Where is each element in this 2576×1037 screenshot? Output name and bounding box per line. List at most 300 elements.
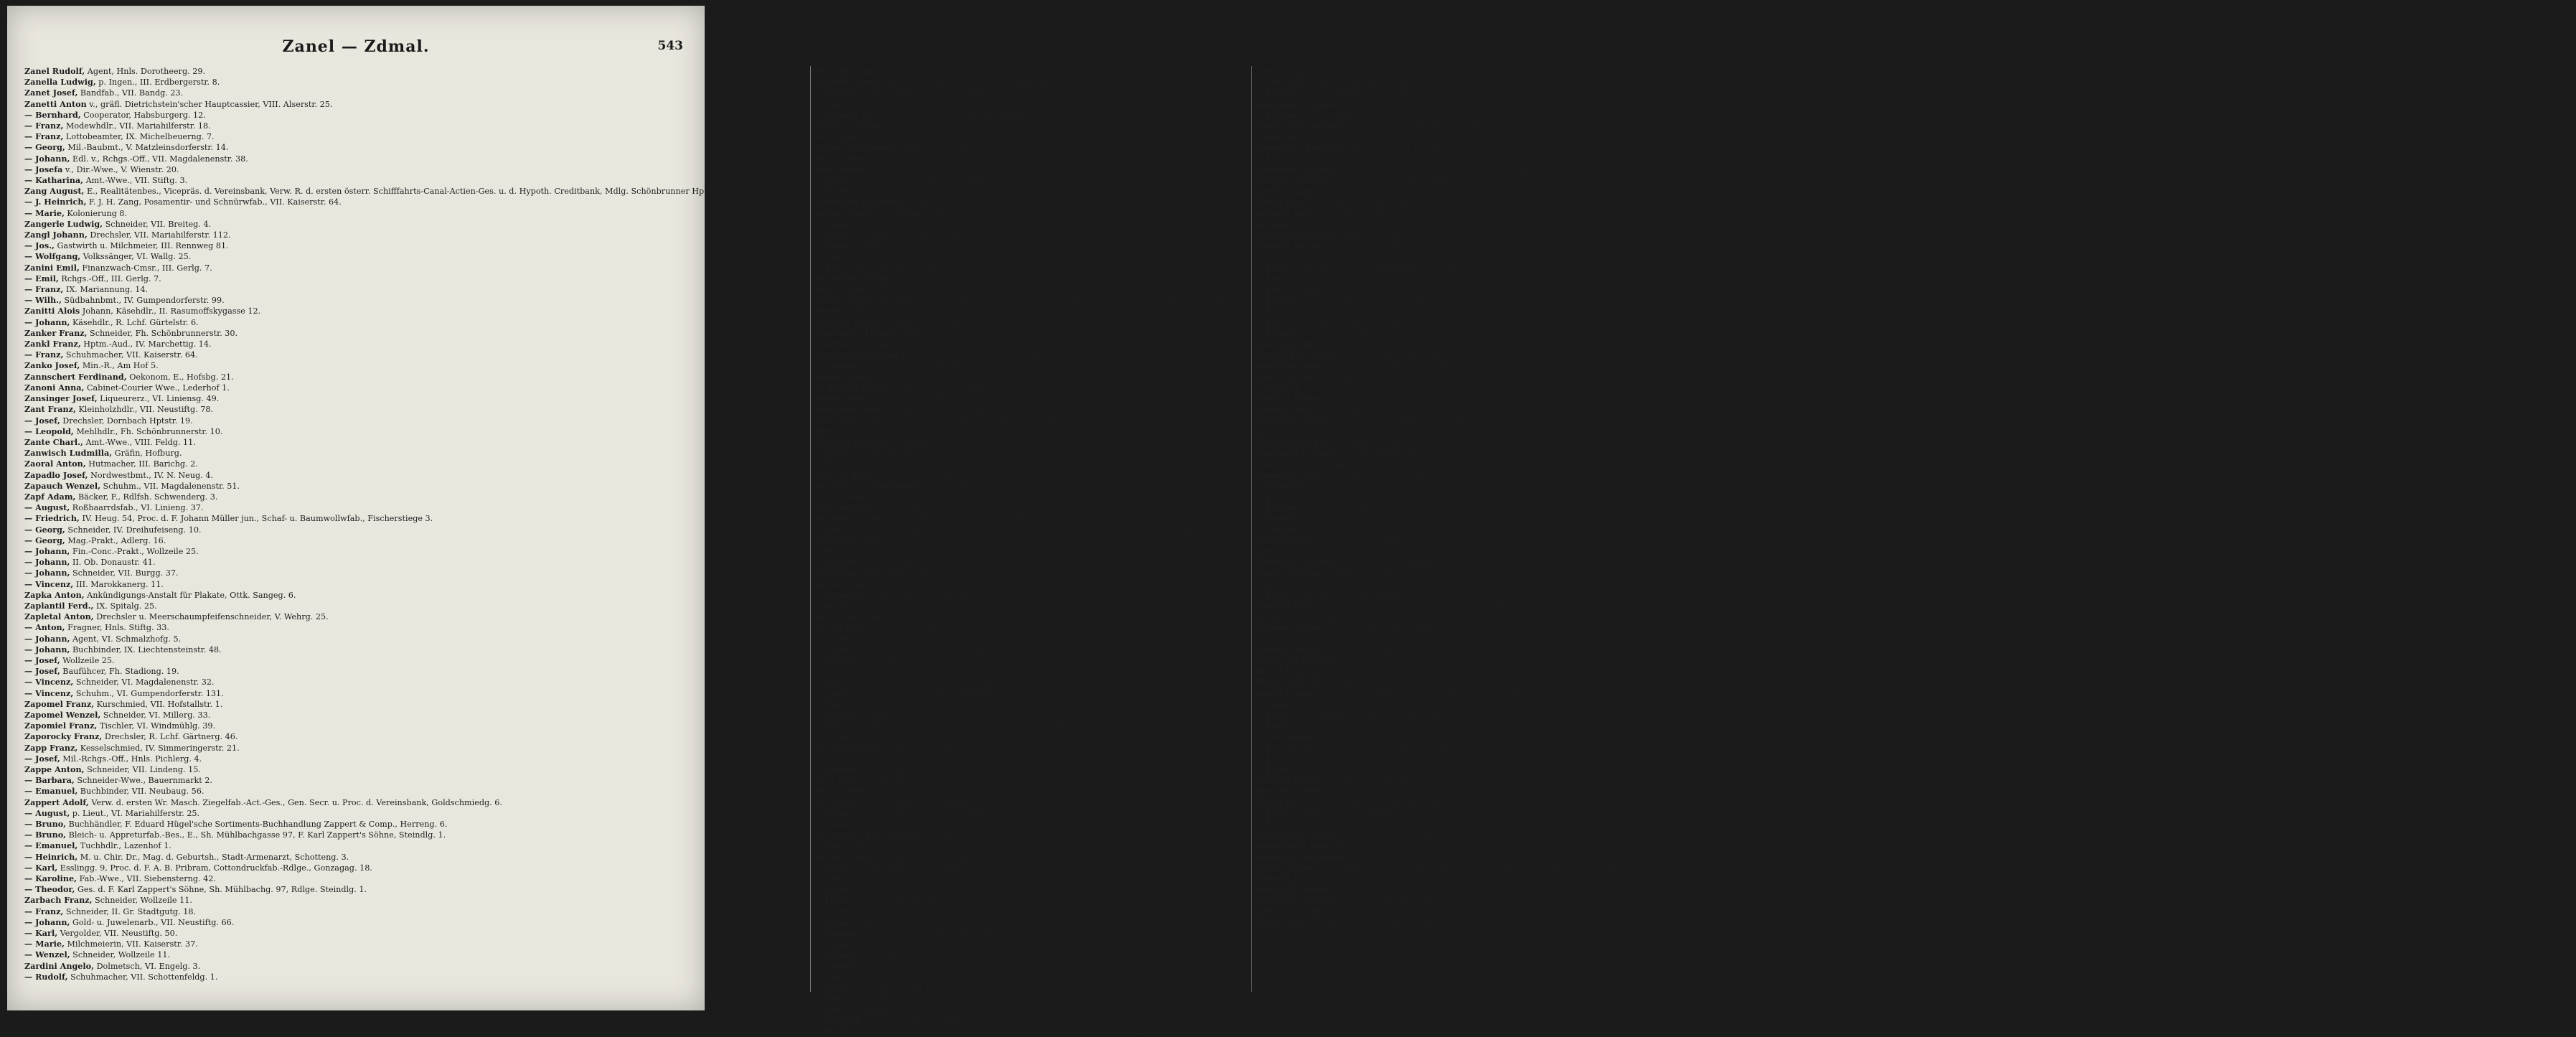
entry-details: Fab.-Wwe., VII. Siebensterng. 42.	[77, 874, 216, 884]
entry-name: — Karl,	[814, 262, 847, 273]
entry-details: Fuhrmann, Smrg. Kanalg. 7.	[1326, 546, 1445, 556]
entry-name: Zarecky Franz,	[814, 66, 880, 76]
entry-details: Musiklehrer, O. Döbl. Theresieng. 10.	[849, 176, 1005, 186]
entry-name: Zangl Johann,	[24, 230, 88, 240]
entry-details: Schneider, Wollzeile 11.	[70, 950, 170, 960]
directory-entry	[24, 295, 806, 306]
entry-details: Bildhauer, IV. Grüng. 21.	[1348, 852, 1451, 862]
directory-entry	[814, 219, 1247, 230]
entry-name: — Johann,	[24, 545, 70, 556]
entry-name: — Vincenz,	[24, 677, 74, 688]
entry-details: Uhrkettenfab., VII. Bandg. 41.	[861, 797, 988, 807]
page-header	[7, 37, 705, 59]
entry-details: Schneider, VI. Magdalenenstr. 32.	[73, 677, 215, 688]
entry-name: — Vincenz,	[24, 578, 74, 589]
entry-details: Porzellan- u. Emailmaler, Emailleur u. Guillocheur, Augustinerstr. 8, G. Augustinerstraße 7.	[873, 296, 1248, 306]
entry-name: — Josef,	[24, 415, 60, 426]
entry-name: — Johann,	[24, 644, 70, 654]
directory-entry	[814, 590, 1247, 601]
entry-details: M. u. Chir. Dr., Mag. d. Geburtsh., Stadt-Armenarzt, Schotteng. 3.	[77, 852, 349, 862]
directory-entry	[1255, 873, 2576, 884]
directory-entry	[814, 186, 1247, 197]
directory-entry	[1255, 611, 2576, 622]
entry-details: III. Marokkanerg. 11.	[73, 579, 164, 589]
entry-details: akad. Maler, VII. Zollerg. 8.	[1310, 132, 1425, 142]
directory-entry	[814, 808, 1247, 819]
entry-name: — E.,	[1255, 251, 1278, 262]
directory-entry	[24, 513, 806, 524]
directory-entry	[1255, 557, 2576, 568]
entry-details: Dolmetsch, VI. Engelg. 3.	[94, 961, 201, 971]
entry-details: Cabinet-Courier Wwe., Lederhof 1.	[84, 383, 230, 393]
entry-details: Hauptschullehrer, V. Bräuhausg. 6.	[1298, 88, 1444, 98]
entry-details: Vermischtwhdlr., Rdlfsh. Palmg. 12.	[1291, 808, 1439, 818]
entry-name: Zarzy Franz,	[814, 284, 870, 295]
entry-details: Gastwirth, VII. Johannesg. 28.	[847, 252, 972, 262]
directory-entry	[24, 873, 806, 884]
entry-details: Post-Off., VII. Sigmundsg. 1.	[1315, 535, 1434, 545]
directory-entry	[1255, 808, 2576, 819]
directory-entry	[1255, 240, 2576, 251]
directory-entry	[814, 88, 1247, 98]
entry-details: Lottobeamter, IX. Michelbeuerng. 7.	[63, 132, 215, 142]
entry-name: — Ferd.,	[1255, 262, 1292, 273]
entry-details: Rit. v., Jur. Dr., VII. Siebensterng. 34.	[1335, 896, 1490, 906]
directory-entry	[24, 372, 806, 383]
directory-entry	[814, 1004, 1247, 1015]
entry-name: Zauner Alois,	[814, 851, 874, 862]
directory-entry	[814, 492, 1247, 502]
entry-name: — Josef,	[814, 971, 850, 982]
directory-entry	[814, 1026, 1247, 1037]
entry-details: Roßhaarrdsfab., VI. Linieng. 37.	[70, 503, 204, 513]
directory-entry	[24, 121, 806, 131]
entry-name: — Wenzel,	[1255, 382, 1301, 393]
entry-name: — Johann,	[814, 960, 860, 971]
directory-entry	[814, 601, 1247, 611]
entry-details: Gastwirth u. Milchmeier, III. Rennweg 81.	[54, 241, 229, 251]
entry-details: Milchmeierin, VII. Kaiserstr. 37.	[64, 939, 198, 949]
directory-entry	[814, 372, 1247, 383]
directory-entry	[814, 110, 1247, 121]
entry-name: — August,	[814, 88, 860, 98]
directory-entry	[24, 917, 806, 928]
directory-entry	[1255, 175, 2576, 186]
directory-entry	[1255, 535, 2576, 546]
entry-name: Zawirka Leopold,	[1255, 393, 1333, 404]
directory-entry	[814, 666, 1247, 677]
directory-entry	[814, 993, 1247, 1004]
entry-name: — Franz,	[24, 131, 64, 142]
entry-name: — Ferd.,	[814, 807, 851, 818]
directory-entry	[814, 721, 1247, 731]
directory-entry	[1255, 731, 2576, 742]
entry-name: — Anton,	[814, 230, 855, 240]
directory-entry	[1255, 437, 2576, 448]
entry-details: Schneider f. D., II. Mayerg. 7.	[849, 667, 974, 677]
entry-name: — Johann,	[24, 568, 70, 578]
entry-name: — Josef,	[24, 753, 60, 764]
entry-details: Kolonierung 8.	[64, 208, 128, 218]
entry-details: Gärtner, Smrg. Dorfg. 70.	[1332, 394, 1440, 404]
entry-name: Zbiral Johann,	[1255, 666, 1320, 677]
entry-details: E., III. Hafeng. 3.	[862, 776, 936, 786]
entry-details: Agent, Hnls. Dorotheerg. 29.	[85, 67, 206, 76]
entry-name: — Josef,	[1255, 578, 1291, 589]
entry-details: Zimmermaler, R. Lchf. Brunng. 7.	[862, 132, 1002, 142]
entry-name: — Michael,	[1255, 77, 1305, 88]
directory-entry	[24, 731, 806, 742]
entry-name: Zauchinger Joh.,	[814, 611, 889, 622]
entry-details: Gastwirth, IV. Altbaug. 17.	[852, 917, 963, 927]
entry-details: Tischler, VI. Windmühlg. 39.	[97, 721, 216, 731]
entry-details: Clavierhdlr., Kohlmarkt 24.	[1318, 405, 1432, 415]
directory-entry	[814, 339, 1247, 349]
directory-entry	[814, 349, 1247, 360]
entry-details: Kupferschmied, E., VI. Aegidig. 8.	[859, 88, 1000, 98]
entry-details: Tischler, II. Miesbachg. 10.	[1322, 241, 1437, 251]
entry-name: Zardini Angelo,	[24, 960, 95, 971]
entry-name: — Josef,	[24, 654, 60, 665]
entry-name: — Johann,	[814, 949, 860, 960]
entry-name: — Josef,	[814, 753, 850, 764]
directory-entry	[24, 360, 806, 371]
entry-name: — Johann,	[24, 916, 70, 927]
directory-entry	[24, 240, 806, 251]
entry-details: Schuhmacher, Sh. Wehrg. 4.	[858, 558, 977, 568]
directory-entry	[814, 863, 1247, 873]
directory-entry	[814, 240, 1247, 251]
entry-details: Geschäftsführer, III. Landstr. Hptstr. 135.	[859, 929, 1031, 939]
entry-details: Sattler, II. Ob. Donaustr. 51.	[1294, 634, 1412, 644]
entry-details: Bandfab., VII. Bandg. 23.	[77, 88, 184, 98]
directory-entry	[814, 481, 1247, 492]
entry-details: Baron, Legat.-R., VI. Kärntnerstr. 37.	[845, 99, 999, 109]
directory-entry	[814, 197, 1247, 207]
directory-entry	[814, 939, 1247, 949]
directory-entry	[1255, 426, 2576, 437]
entry-details: Beamt. d. Boden-Creditanst., E., Whrg. Schulg. 23.	[854, 874, 1065, 884]
entry-name: — Karl,	[814, 840, 847, 851]
directory-entry	[24, 928, 806, 939]
directory-entry	[24, 939, 806, 949]
entry-name: — Franz,	[814, 895, 853, 906]
entry-details: Schuhmacher, IV. Schäfferg. 2.	[888, 437, 1016, 447]
directory-entry	[24, 568, 806, 578]
entry-name: — Johann,	[1255, 109, 1301, 120]
directory-entry	[24, 840, 806, 851]
entry-name: Zawora Josef,	[1255, 535, 1316, 545]
entry-details: Land. Ger. R. im Justiz-Mstm., IV. Karolsg. 5.	[1325, 339, 1510, 349]
directory-entry	[24, 525, 806, 535]
entry-name: — Franz,	[1255, 273, 1294, 283]
entry-details: Hptm.-Aud., IV. Marchettig. 14.	[80, 339, 212, 349]
entry-name: Zdekauer Conrad,	[1255, 895, 1336, 906]
entry-name: Zboril Franz,	[1255, 688, 1314, 698]
entry-name: — Rudolf,	[1255, 513, 1299, 524]
entry-name: — Barbara,	[24, 775, 75, 786]
entry-details: F., Gr. Adjt., VI. Gumpendorferstr. 75.	[857, 765, 1014, 774]
directory-entry	[814, 917, 1247, 928]
entry-name: — Marie,	[24, 939, 65, 949]
directory-entry	[24, 546, 806, 557]
directory-entry	[24, 349, 806, 360]
directory-entry	[814, 404, 1247, 415]
entry-name: Zauschner Eusebius,	[1255, 142, 1349, 153]
entry-details: Waaren-Emissi- u. Agentur-Gesch., F. C. B. Zaufal, Wollfischg. 12.	[847, 699, 1117, 709]
directory-entry	[24, 481, 806, 492]
entry-name: Zarnen Ferdinand,	[814, 142, 898, 153]
entry-details: Rit. v., k. k. Statthalterei-R., IV. Wiedn. Hptstr. 47.	[1332, 841, 1538, 851]
entry-name: — Josef,	[814, 175, 850, 186]
entry-details: Wäscher, Unt. Mdlg. Schönbrunner Hptstr. 4 u. 6.	[855, 906, 1060, 916]
entry-details: p. k. k. Major, VI. Engelg. 8.	[1298, 328, 1416, 338]
entry-details: IX. Spitalg. 25.	[93, 601, 157, 611]
entry-details: Buchhalter, Singerstr. 7.	[1343, 830, 1445, 840]
directory-entry	[1255, 579, 2576, 590]
entry-name: — Franz,	[24, 284, 64, 295]
entry-details: Käsehdlr., R. Lchf. Gürtelstr. 6.	[70, 317, 199, 327]
directory-entry	[24, 404, 806, 415]
entry-details: Victualienhdlr., IV. Freundg. 2.	[850, 863, 977, 873]
directory-entry	[814, 611, 1247, 622]
entry-details: E., Fragner, Ottk. Hptstr. 75.	[849, 983, 970, 993]
entry-name: — Josef,	[814, 982, 850, 993]
entry-name: Zbiser Wolf,	[1255, 677, 1310, 688]
entry-name: Zaslawsky Franz,	[814, 382, 890, 393]
entry-details: Tabak-Trafik, VII. Kaiserstr. 52.	[883, 405, 1014, 415]
entry-details: Schlosser, V. Reinprechtsdorferstraße 12.	[1329, 361, 1501, 371]
directory-entry	[814, 895, 1247, 906]
entry-name: Zanwisch Ludmilla,	[24, 448, 113, 459]
entry-details: Jur. Dr., II. Beatrixg. 18.	[873, 470, 974, 480]
entry-name: Zaunegger Karl,	[814, 830, 888, 840]
entry-name: Zapf Adam,	[24, 491, 76, 502]
directory-entry	[814, 775, 1247, 786]
entry-name: Zbornik Franz,	[1255, 775, 1322, 786]
entry-name: — Johann,	[814, 654, 860, 665]
entry-name: Zatecky Karl,	[814, 469, 874, 480]
entry-details: Privatbmt., IX. Währingerstr. 10.	[1332, 416, 1467, 426]
entry-name: — Georg,	[24, 524, 65, 535]
directory-entry	[24, 972, 806, 982]
entry-name: Zdanel Anton,	[1255, 862, 1319, 873]
entry-name: — Anna,	[814, 218, 851, 229]
directory-entry	[1255, 295, 2576, 306]
directory-entry	[814, 830, 1247, 840]
entry-name: Zastawa Johann,	[814, 436, 888, 447]
directory-entry	[814, 928, 1247, 939]
entry-details: Kurschmied, VII. Hofstallstr. 1.	[94, 699, 223, 709]
directory-entry	[814, 284, 1247, 295]
entry-name: Zapomel Franz,	[24, 698, 95, 709]
directory-entry	[1255, 328, 2576, 339]
entry-details: herzogl. Coburg'scher Wirthschafts-R., Besitzer d. Coburg'schen Haus-O., E., IV. Wienstr. 23.	[1321, 601, 1703, 611]
directory-entry	[1255, 273, 2576, 284]
directory-entry	[24, 492, 806, 502]
entry-name: Zaporocky Franz,	[24, 731, 103, 742]
directory-entry	[1255, 884, 2576, 895]
entry-name: Zaschzensky Adam	[814, 349, 899, 360]
entry-details: Bandmacher, Hnls. Ottakringerstr. 15.	[1300, 503, 1459, 513]
entry-name: — Martin,	[814, 557, 859, 568]
directory-entry	[1255, 416, 2576, 426]
entry-details: Zuckerbäcker, Ottk. Hptstr. 34.	[872, 590, 1002, 600]
entry-details: Handelsagent, II. Kl. Schiffg. 4.	[1331, 176, 1462, 186]
entry-name: Zaufal Aug.,	[814, 622, 869, 633]
directory-entry	[24, 710, 806, 721]
entry-details: IV. Wienstr. 21, Chef d. F. J. Zboril, Verw. R. d. Wr. Spar- u. Credit-Cassa, Rdlge. der Rossitzer Eisenhütten-Gewerkschaft, d. k. k. priv. Eibiswalder Stahl- u. Eisenwerke, Vertr. der Vorderberg-Köflacher Montan-Industrie-Ges., d. Friedrichsdorfer Zeughütten-Actien-Ges., IV. Wiedn. Hptstr. 2 u. Ges. d. F. Zboril & Co.	[1294, 754, 2576, 764]
entry-name: Zanitti Alois	[24, 306, 80, 316]
entry-name: — Joh.,	[814, 98, 845, 109]
entry-name: — Franz,	[24, 121, 64, 131]
entry-name: Zaum Jos.,	[814, 797, 862, 807]
entry-name: Zasrapek Anna,	[814, 404, 884, 415]
entry-name: Zazimal Anton,	[1255, 622, 1324, 633]
entry-name: Zavaros Mich.,	[1255, 207, 1322, 218]
directory-entry	[24, 535, 806, 546]
entry-details: Bahnbeamt., III. Lbstr. Hptstr. 28.	[884, 535, 1025, 545]
directory-entry	[1255, 219, 2576, 230]
entry-name: — Emanuel,	[24, 840, 78, 851]
entry-name: Zapomiel Franz,	[24, 721, 98, 731]
directory-entry	[24, 77, 806, 88]
directory-entry	[814, 154, 1247, 164]
entry-name: — Josefa	[24, 164, 63, 174]
directory-entry	[24, 328, 806, 339]
entry-name: Zastawnikowitz Anna,	[814, 426, 912, 436]
entry-name: Zanoni Anna,	[24, 382, 85, 393]
entry-details: Fleischselcher, Sh. Wehrg. 2.	[885, 121, 1007, 131]
entry-details: Weber, Sh. Mühlbachg. 6.	[847, 263, 954, 273]
entry-details: Bleich- u. Appreturfab.-Bes., E., Sh. Mühlbachgasse 97, F. Karl Zappert's Söhne, Steindlg. 1.	[66, 830, 446, 840]
entry-details: Bauzeichner, VIII. Schmiedg. 8.	[903, 197, 1035, 207]
entry-details: k. k. Finanzbmt., IV. Unt. Alleeg. 21.	[1294, 710, 1444, 720]
entry-name: Zboril Joh.,	[1255, 797, 1306, 807]
directory-entry	[1255, 622, 2576, 633]
entry-name: Zartmann Heinrich,	[814, 197, 903, 207]
directory-columns	[24, 66, 2576, 1036]
directory-entry	[1255, 121, 2576, 131]
entry-details: E., Salmannsdorf 23.	[849, 449, 938, 459]
entry-details: Edl. v., Rchgs.-Off., VII. Magdalenenstr. 38.	[70, 154, 248, 164]
entry-name: Zanetti Anton	[24, 98, 87, 109]
entry-name: Zaplantil Ferd.,	[24, 600, 94, 611]
entry-details: Schuhmacher, Smrg. Hptstr. 306.	[1291, 579, 1430, 589]
entry-name: — Rudolf,	[1255, 327, 1299, 338]
entry-name: Zapletal Anton,	[24, 611, 94, 622]
directory-entry	[1255, 99, 2576, 110]
directory-entry	[24, 306, 806, 316]
entry-name: — Franz,	[1255, 633, 1294, 644]
entry-name: — Karl,	[814, 1004, 847, 1015]
directory-entry	[1255, 164, 2576, 175]
entry-details: Ges. d. F. J. Zboril, IV. Wdn. Hptstr. 2.	[1294, 721, 1449, 731]
entry-name: — Josef	[814, 688, 847, 698]
entry-details: Bahnbeamter, VII. Bandg. 54.	[1288, 306, 1412, 316]
entry-name: — Franziska,	[1255, 731, 1313, 742]
directory-entry	[814, 764, 1247, 775]
entry-details: Schuhmacher, Hnls. Annag. 7.	[1338, 350, 1465, 360]
entry-details: Schneider, Fh. Schönbrunnerstr. 30.	[87, 328, 238, 338]
directory-entry	[1255, 383, 2576, 393]
entry-details: Nordwestbahn-Beamter, IV. Paniglg. 20.	[1291, 765, 1457, 774]
entry-details: Agent, II. Konradg. 4.	[870, 164, 962, 174]
directory-entry	[814, 961, 1247, 972]
entry-name: Zawislak St.,	[1255, 426, 1313, 436]
entry-name: Zappe Anton,	[24, 764, 85, 774]
entry-name: Zay Josef,	[1255, 611, 1299, 622]
directory-entry	[24, 590, 806, 601]
entry-name: Zawrel Johann,	[1255, 568, 1323, 578]
directory-entry	[24, 154, 806, 164]
directory-entry	[814, 263, 1247, 273]
entry-details: Min.-R., Am Hof 5.	[80, 361, 159, 371]
entry-details: Metall-Druckwarenfab., VI. Webg. 8.	[1276, 154, 1429, 164]
entry-details: Maschin-Fortepiano-Fabrik, VI. Mariahilferstr. 67.	[867, 416, 1074, 426]
entry-details: Rchgs. Off., V. Margarethenstr. 64.	[884, 514, 1028, 524]
directory-entry	[1255, 66, 2576, 77]
entry-name: Zdmal Ther.,	[1255, 916, 1312, 927]
entry-details: Drechsler, Gbzd. Krong. 6.	[1315, 187, 1426, 197]
entry-details: Gärtner, V. Siebenbrunneng. 58.	[859, 961, 993, 971]
entry-name: Zawistowsky Joh.,	[1255, 436, 1335, 447]
entry-name: — Ignaz,	[814, 916, 852, 927]
entry-name: — Josef,	[814, 666, 850, 677]
entry-details: Schneider, IV. Belvederg. 4.	[873, 372, 988, 382]
entry-details: Buchhalter, Hnls. Hptstr. 38.	[887, 830, 1007, 840]
entry-details: Buchbinder, IX. Liechtensteinstr. 48.	[70, 644, 222, 654]
entry-name: — Karl,	[1255, 306, 1289, 316]
directory-entry	[814, 99, 1247, 110]
directory-entry	[814, 1015, 1247, 1026]
directory-entry	[1255, 786, 2576, 797]
entry-details: Poliz. Ob.-Cmsr., V. Hundsthurmerstr. 49.	[1292, 263, 1462, 273]
entry-details: Secr. der F. F. Famil. Fondsgüter-Dir., III. Landstr. Hptstr. 72.	[847, 721, 1099, 731]
directory-entry	[814, 546, 1247, 557]
entry-name: Zaworski Apollinar,	[1255, 557, 1343, 568]
entry-name: Zaoral Anton,	[24, 459, 86, 469]
directory-entry	[814, 66, 1247, 77]
entry-details: Schneider, Wollzeile 11.	[92, 896, 192, 906]
directory-entry	[1255, 721, 2576, 731]
entry-details: Volkssänger, VI. Wallg. 25.	[80, 252, 192, 262]
entry-details: Fragner, Ottk. Leopoldig. 11.	[1305, 78, 1426, 88]
directory-entry	[24, 601, 806, 611]
directory-entry	[1255, 208, 2576, 219]
directory-entry	[814, 502, 1247, 513]
directory-entry	[24, 273, 806, 284]
entry-name: — Anton,	[814, 873, 855, 884]
entry-name: Zaunmüller Anton,	[1255, 98, 1340, 109]
entry-name: — Georg,	[24, 535, 65, 545]
directory-entry	[24, 437, 806, 448]
entry-details: Bäcker, F., Rdlfsh. Schwenderg. 3.	[75, 492, 218, 502]
entry-name: — Franz,	[1255, 721, 1294, 731]
entry-details: Drechsler, VII. Mariahilferstr. 112.	[87, 230, 231, 240]
entry-details: Oekonom, E., Hofsbg. 21.	[126, 372, 234, 382]
entry-details: Drechsler, R. Lchf. Gärtnerg. 46.	[102, 732, 238, 742]
directory-entry	[814, 688, 1247, 699]
entry-name: — Karl,	[24, 928, 58, 939]
entry-name: — Johann,	[814, 928, 860, 939]
directory-entry	[814, 208, 1247, 219]
directory-entry	[24, 88, 806, 98]
entry-name: — Georg,	[814, 906, 855, 916]
entry-name: Zawerlits Anton,	[1255, 360, 1330, 371]
directory-entry	[1255, 590, 2576, 601]
entry-name: Zapp Franz,	[24, 742, 78, 753]
